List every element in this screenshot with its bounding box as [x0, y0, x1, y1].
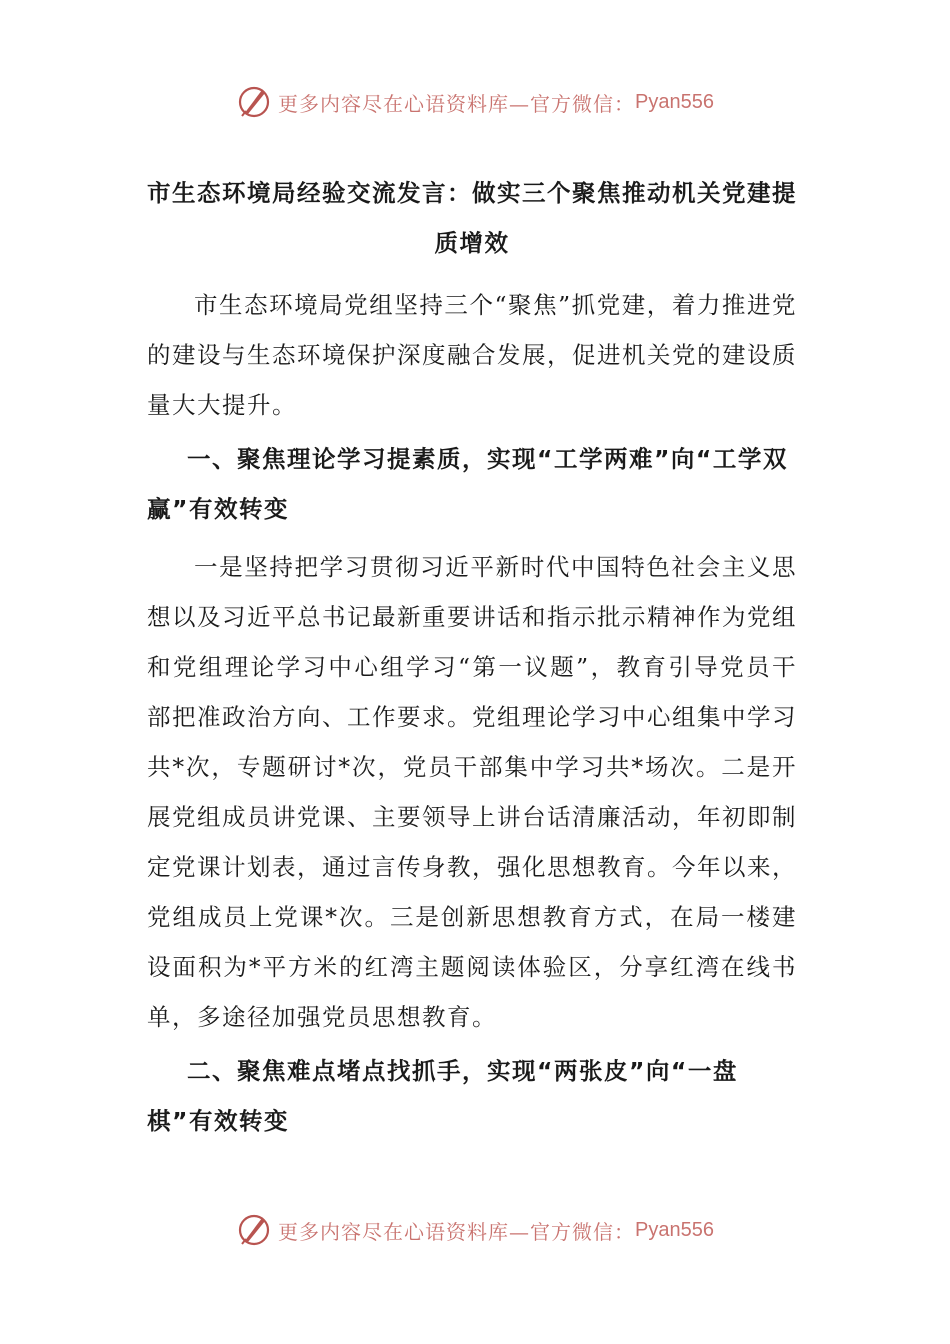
quill-pen-icon [236, 84, 272, 120]
wechat-id: Pyan556 [635, 1218, 714, 1241]
section-body-1: 一是坚持把学习贯彻习近平新时代中国特色社会主义思想以及习近平总书记最新重要讲话和指示批示精神作为党组和党组理论学习中心组学习“第一议题”，教育引导党员干部把准政治方向、工作要求。党组理论学习中心组集中学习共*次，专题研讨*次，党员干部集中学习共*场次。二是开展党组成员讲党课、主要领导上讲台话清廉活动，年初即制定党课计划表，通过言传身教，强化思想教育。今年以来，党组成员上党课*次。三是创新思想教育方式，在局一楼建设面积为*平方米的红湾主题阅读体验区，分享红湾在线书单，多途径加强党员思想教育。 [147, 553, 797, 1031]
document-body [147, 168, 797, 1154]
section-heading-2: 二、聚焦难点堵点找抓手，实现“两张皮”向“一盘棋”有效转变 [147, 1057, 738, 1135]
document-title: 市生态环境局经验交流发言：做实三个聚焦推动机关党建提质增效 [147, 179, 797, 257]
header-banner [0, 80, 950, 124]
banner-text: 更多内容尽在心语资料库—官方微信： [278, 91, 636, 116]
intro-paragraph: 市生态环境局党组坚持三个“聚焦”抓党建，着力推进党的建设与生态环境保护深度融合发展，促进机关党的建设质量大大提升。 [147, 291, 797, 419]
wechat-id: Pyan556 [635, 90, 714, 113]
quill-pen-icon [236, 1212, 272, 1248]
banner-text: 更多内容尽在心语资料库—官方微信： [278, 1219, 636, 1244]
section-heading-1: 一、聚焦理论学习提素质，实现“工学两难”向“工学双赢”有效转变 [147, 445, 788, 523]
footer-banner [0, 1208, 950, 1252]
